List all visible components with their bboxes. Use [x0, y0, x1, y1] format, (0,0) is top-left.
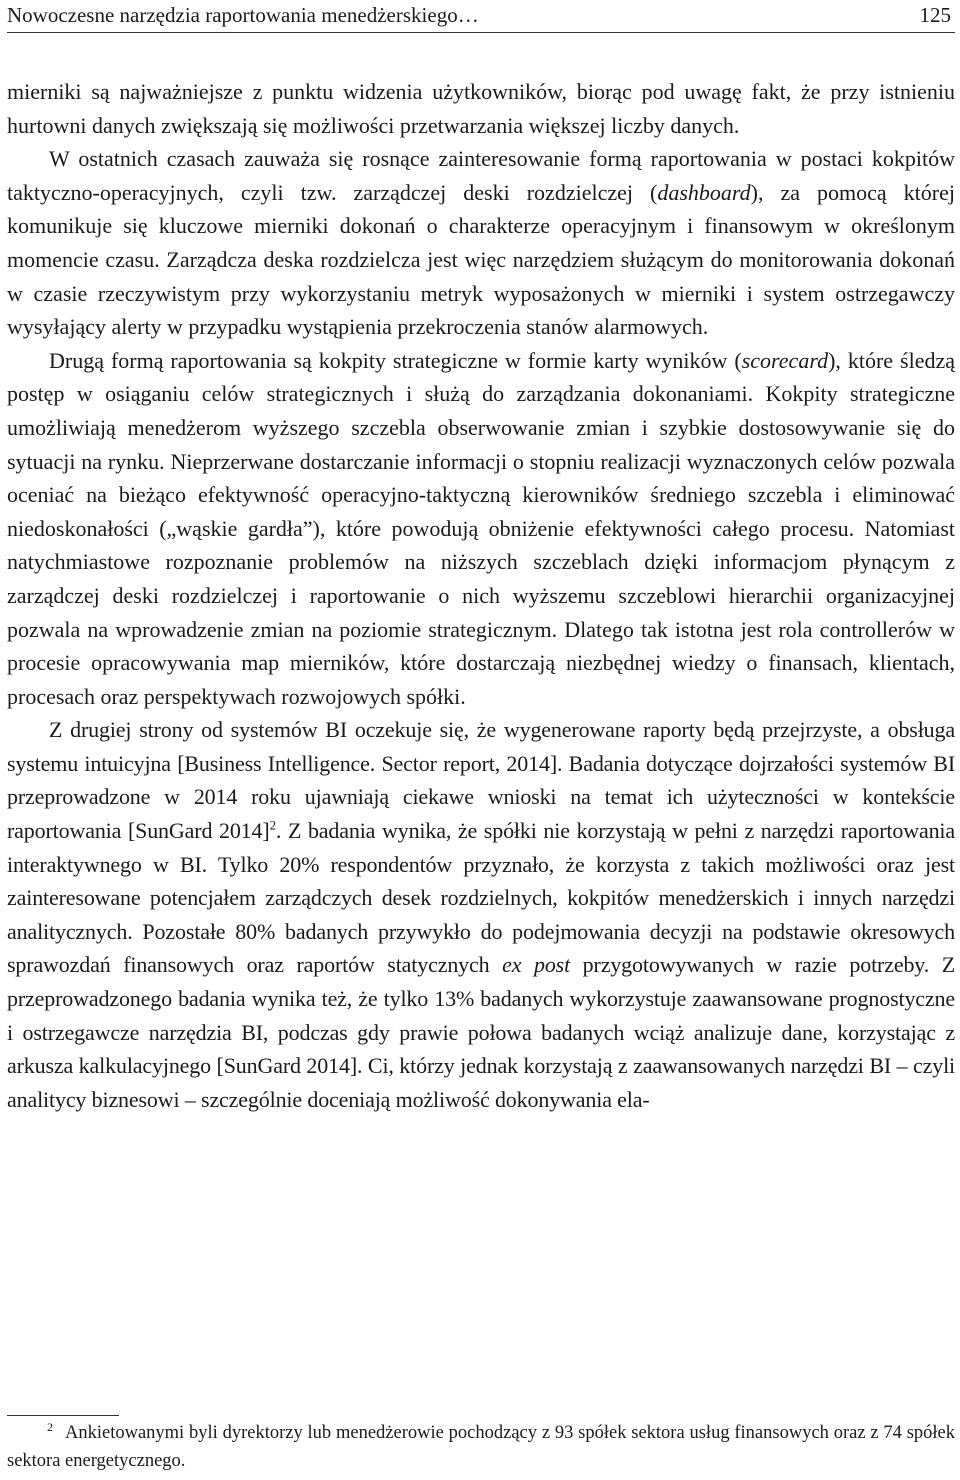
paragraph-3-text-a: Drugą formą raportowania są kokpity strategiczne w formie karty wyników ( [49, 347, 742, 373]
footnote [7, 1419, 955, 1475]
paragraph-2 [7, 142, 955, 344]
footnote-separator [7, 1415, 119, 1416]
term-ex-post: ex post [502, 952, 571, 978]
paragraph-3 [7, 344, 955, 714]
paragraph-4-text-a: Z drugiej strony od systemów BI oczekuje się, że wygenerowane raporty będą przejrzyste, a obsługa systemu intuicyjna [Business Intelligence. Sector report, 2014]. Badania dotyczące dojrzałości systemów BI przeprowadzone w 2014 roku ujawniają ciekawe wnioski na temat ich użyteczności w kontekście raportowania [SunGard 2014] [7, 717, 955, 844]
document-page [7, 0, 955, 1471]
running-header [7, 0, 955, 33]
footnote-reference: 2 [269, 817, 276, 833]
page-number: 125 [919, 3, 951, 27]
paragraph-4 [7, 713, 955, 1116]
paragraph-4-text-b: . Z badania wynika, że spółki nie korzystają w pełni z narzędzi raportowania interaktywnego w BI. Tylko 20% respondentów przyznało, że korzysta z takich możliwości oraz jest zainteresowane potencjałem zarządczych desek rozdzielnych, kokpitów menedżerskich i innych narzędzi analitycznych. Pozostałe 80% badanych przywykło do podejmowania decyzji na podstawie okresowych sprawozdań finansowych oraz raportów statycznych [7, 818, 955, 978]
term-scorecard: scorecard [741, 347, 829, 373]
body-text [7, 75, 955, 1116]
footnote-mark: 2 [47, 1419, 53, 1434]
paragraph-2-text-b: ), za pomocą której komunikuje się kluczowe mierniki dokonań o charakterze operacyjnym i finansowym w określonym momencie czasu. Zarządcza deska rozdzielcza jest więc narzędziem służącym do monitorowania dokonań w czasie rzeczywistym przy wykorzystaniu metryk wyposażonych w mierniki i system ostrzegawczy wysyłający alerty w przypadku wystąpienia przekroczenia stanów alarmowych. [7, 179, 955, 340]
term-dashboard: dashboard [657, 179, 751, 205]
paragraph-2-text-a: W ostatnich czasach zauważa się rosnące zainteresowanie formą raportowania w postaci kokpitów taktyczno-operacyjnych, czyli tzw. zarządczej deski rozdzielczej ( [7, 146, 955, 205]
running-head-title: Nowoczesne narzędzia raportowania menedżerskiego… [7, 3, 479, 27]
paragraph-3-text-b: ), które śledzą postęp w osiąganiu celów strategicznych i służą do zarządzania dokonaniami. Kokpity strategiczne umożliwiają menedżerom wyższego szczebla obserwowanie zmian i szybkie dostosowywanie się do sytuacji na rynku. Nieprzerwane dostarczanie informacji o stopniu realizacji wyznaczonych celów pozwala oceniać na bieżąco efektywność operacyjno-taktyczną kierowników średniego szczebla i eliminować niedoskonałości („wąskie gardła”), które powodują obniżenie efektywności całego procesu. Natomiast natychmiastowe rozpoznanie problemów na niższych szczeblach dzięki informacjom płynącym z zarządczej deski rozdzielczej i raportowanie o nich wyższemu szczeblowi hierarchii organizacyjnej pozwala na wprowadzenie zmian na poziomie strategicznym. Dlatego tak istotna jest rola controllerów w procesie opracowywania map mierników, które dostarczają niezbędnej wiedzy o finansach, klientach, procesach oraz perspektywach rozwojowych spółki. [7, 347, 955, 709]
paragraph-4-text-c: przygotowywanych w razie potrzeby. Z przeprowadzonego badania wynika też, że tylko 13% badanych wykorzystuje zaawansowane prognostyczne i ostrzegawcze narzędzia BI, podczas gdy prawie połowa badanych wciąż analizuje dane, korzystając z arkusza kalkulacyjnego [SunGard 2014]. Ci, którzy jednak korzystają z zaawansowanych narzędzi BI – czyli analitycy biznesowi – szczególnie doceniają możliwość dokonywania ela- [7, 952, 955, 1112]
footnote-text: Ankietowanymi byli dyrektorzy lub menedżerowie pochodzący z 93 spółek sektora usług finansowych oraz z 74 spółek sektora energetycznego. [7, 1423, 955, 1471]
paragraph-1 [7, 75, 955, 142]
paragraph-1-text: mierniki są najważniejsze z punktu widzenia użytkowników, biorąc pod uwagę fakt, że przy istnieniu hurtowni danych zwiększają się możliwości przetwarzania większej liczby danych. [7, 79, 955, 138]
